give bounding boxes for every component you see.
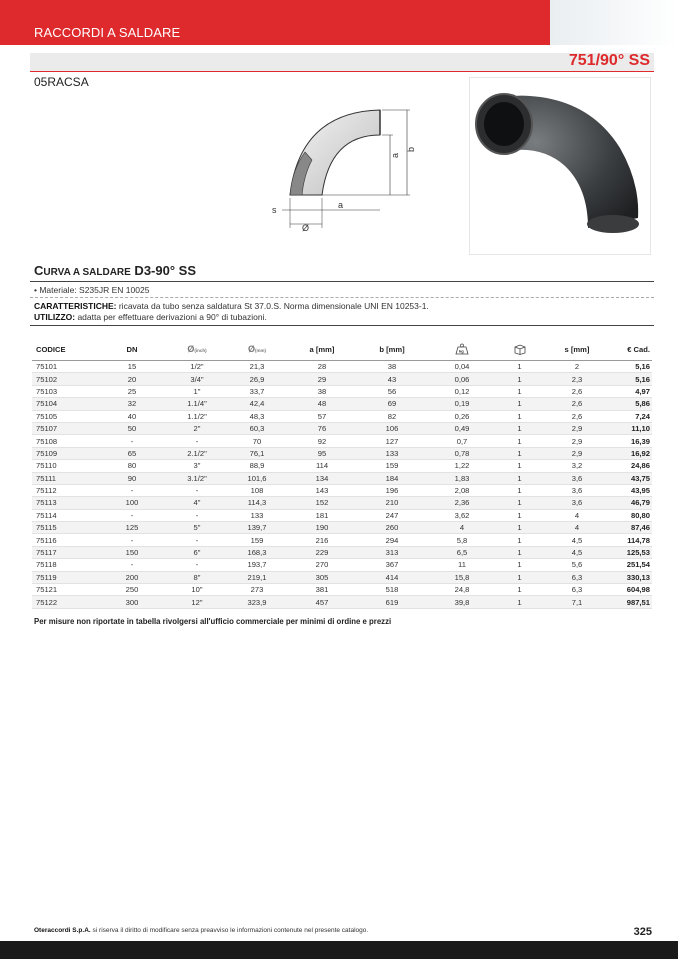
table-cell: 75113 — [32, 497, 92, 509]
table-cell: 75110 — [32, 460, 92, 472]
table-cell: 1 — [492, 484, 547, 496]
table-cell: 3.1/2" — [172, 472, 222, 484]
svg-text:kg: kg — [459, 348, 464, 354]
table-cell: 3,6 — [547, 484, 607, 496]
header-s: s [mm] — [547, 338, 607, 361]
technical-drawing — [260, 100, 430, 235]
table-cell: - — [172, 435, 222, 447]
header-diameter-inch: Ø(inch) — [172, 338, 222, 361]
table-cell: 0,06 — [432, 373, 492, 385]
table-cell: 210 — [352, 497, 432, 509]
table-cell: 229 — [292, 546, 352, 558]
table-cell: 75111 — [32, 472, 92, 484]
table-row — [32, 596, 652, 608]
caratteristiche-label: CARATTERISTICHE: — [34, 301, 117, 311]
table-cell: 42,4 — [222, 398, 292, 410]
table-cell: 260 — [352, 522, 432, 534]
table-cell: 1 — [492, 460, 547, 472]
table-cell: 1 — [492, 361, 547, 373]
description — [34, 301, 429, 323]
table-cell: 92 — [292, 435, 352, 447]
table-cell: 43,95 — [607, 484, 652, 496]
table-cell: 0,12 — [432, 385, 492, 397]
table-cell: 1 — [492, 385, 547, 397]
table-cell: 75105 — [32, 410, 92, 422]
table-cell: 2,9 — [547, 422, 607, 434]
header-a: a [mm] — [292, 338, 352, 361]
table-cell: 414 — [352, 571, 432, 583]
table-cell: 3" — [172, 460, 222, 472]
table-cell: 48,3 — [222, 410, 292, 422]
utilizzo-label: UTILIZZO: — [34, 312, 76, 322]
table-cell: 139,7 — [222, 522, 292, 534]
table-row — [32, 484, 652, 496]
table-cell: 3,6 — [547, 472, 607, 484]
drawing-label-a: a — [390, 152, 400, 158]
table-cell: 1 — [492, 509, 547, 521]
table-row — [32, 460, 652, 472]
product-photo — [469, 77, 651, 255]
drawing-label-s: s — [272, 205, 277, 215]
table-cell: 32 — [92, 398, 172, 410]
table-cell: 80 — [92, 460, 172, 472]
table-cell: 20 — [92, 373, 172, 385]
table-cell: 75103 — [32, 385, 92, 397]
header-codice: CODICE — [32, 338, 92, 361]
table-cell: 313 — [352, 546, 432, 558]
table-row — [32, 546, 652, 558]
table-cell: 0,04 — [432, 361, 492, 373]
table-cell: - — [92, 509, 172, 521]
table-cell: 381 — [292, 584, 352, 596]
dimensions-table — [32, 338, 652, 609]
table-cell: 75118 — [32, 559, 92, 571]
table-cell: - — [172, 509, 222, 521]
table-cell: 2,6 — [547, 410, 607, 422]
table-cell: 5,16 — [607, 361, 652, 373]
table-cell: 21,3 — [222, 361, 292, 373]
table-row — [32, 422, 652, 434]
table-cell: - — [172, 559, 222, 571]
table-cell: 1 — [492, 435, 547, 447]
table-cell: 39,8 — [432, 596, 492, 608]
table-cell: 76,1 — [222, 447, 292, 459]
table-cell: 28 — [292, 361, 352, 373]
table-cell: 75121 — [32, 584, 92, 596]
table-cell: 90 — [92, 472, 172, 484]
table-row — [32, 534, 652, 546]
table-cell: 43 — [352, 373, 432, 385]
table-cell: 50 — [92, 422, 172, 434]
table-cell: 75117 — [32, 546, 92, 558]
table-cell: 2,3 — [547, 373, 607, 385]
table-cell: 46,79 — [607, 497, 652, 509]
table-cell: 114,3 — [222, 497, 292, 509]
table-cell: 2,9 — [547, 447, 607, 459]
table-cell: 4,5 — [547, 546, 607, 558]
table-cell: 80,80 — [607, 509, 652, 521]
product-code-underline — [30, 71, 654, 72]
table-cell: 127 — [352, 435, 432, 447]
table-cell: 196 — [352, 484, 432, 496]
table-cell: 305 — [292, 571, 352, 583]
table-cell: 1/2" — [172, 361, 222, 373]
table-cell: 518 — [352, 584, 432, 596]
table-cell: 159 — [222, 534, 292, 546]
table-cell: 0,49 — [432, 422, 492, 434]
table-cell: 75115 — [32, 522, 92, 534]
table-cell: 48 — [292, 398, 352, 410]
table-cell: 24,86 — [607, 460, 652, 472]
table-cell: 69 — [352, 398, 432, 410]
table-cell: 16,39 — [607, 435, 652, 447]
table-cell: 125,53 — [607, 546, 652, 558]
table-cell: 1 — [492, 497, 547, 509]
table-cell: 193,7 — [222, 559, 292, 571]
table-row — [32, 472, 652, 484]
table-row — [32, 435, 652, 447]
table-cell: 184 — [352, 472, 432, 484]
table-cell: 604,98 — [607, 584, 652, 596]
table-row — [32, 398, 652, 410]
table-cell: 4 — [547, 522, 607, 534]
table-row — [32, 497, 652, 509]
table-cell: 75104 — [32, 398, 92, 410]
table-cell: 134 — [292, 472, 352, 484]
table-cell: 7,24 — [607, 410, 652, 422]
table-cell: 0,26 — [432, 410, 492, 422]
table-cell: 60,3 — [222, 422, 292, 434]
table-cell: 1" — [172, 385, 222, 397]
table-cell: 57 — [292, 410, 352, 422]
table-cell: 323,9 — [222, 596, 292, 608]
table-cell: 12" — [172, 596, 222, 608]
table-cell: 16,92 — [607, 447, 652, 459]
page-number: 325 — [633, 926, 652, 938]
table-cell: 8" — [172, 571, 222, 583]
table-cell: 133 — [222, 509, 292, 521]
table-cell: 114,78 — [607, 534, 652, 546]
table-cell: 5,6 — [547, 559, 607, 571]
table-cell: 2,6 — [547, 398, 607, 410]
table-cell: 38 — [292, 385, 352, 397]
sub-code: 05RACSA — [34, 75, 89, 89]
table-cell: 43,75 — [607, 472, 652, 484]
table-cell: 216 — [292, 534, 352, 546]
table-cell: 3,6 — [547, 497, 607, 509]
table-cell: 24,8 — [432, 584, 492, 596]
table-cell: 75116 — [32, 534, 92, 546]
caratteristiche-text: ricavata da tubo senza saldatura St 37.0.S. Norma dimensionale UNI EN 10253-1. — [116, 301, 429, 311]
table-cell: 38 — [352, 361, 432, 373]
table-cell: 25 — [92, 385, 172, 397]
table-cell: 251,54 — [607, 559, 652, 571]
table-cell: 3/4" — [172, 373, 222, 385]
table-cell: 3,62 — [432, 509, 492, 521]
table-cell: 190 — [292, 522, 352, 534]
table-cell: 1 — [492, 559, 547, 571]
drawing-label-b: b — [406, 146, 416, 152]
diameter-icon: Ø — [187, 344, 195, 354]
table-cell: - — [92, 559, 172, 571]
table-cell: 1 — [492, 447, 547, 459]
table-cell: 1 — [492, 472, 547, 484]
weight-icon — [455, 343, 469, 355]
header-package — [492, 338, 547, 361]
table-cell: 300 — [92, 596, 172, 608]
table-cell: 4" — [172, 497, 222, 509]
table-cell: 106 — [352, 422, 432, 434]
package-icon — [513, 343, 527, 355]
table-cell: 2,9 — [547, 435, 607, 447]
table-cell: 82 — [352, 410, 432, 422]
header-diameter-mm: Ø(mm) — [222, 338, 292, 361]
table-cell: 294 — [352, 534, 432, 546]
product-code: 751/90° SS — [568, 52, 650, 69]
table-cell: 100 — [92, 497, 172, 509]
table-cell: 987,51 — [607, 596, 652, 608]
table-cell: 1 — [492, 373, 547, 385]
product-title: CURVA A SALDARE D3-90° SS — [34, 263, 196, 278]
table-cell: 1 — [492, 596, 547, 608]
table-cell: 1 — [492, 522, 547, 534]
table-cell: - — [92, 484, 172, 496]
material-line: • Materiale: S235JR EN 10025 — [34, 285, 150, 295]
table-cell: 330,13 — [607, 571, 652, 583]
table-cell: 1.1/2" — [172, 410, 222, 422]
table-cell: 7,1 — [547, 596, 607, 608]
table-cell: 95 — [292, 447, 352, 459]
table-cell: 5,16 — [607, 373, 652, 385]
table-cell: 4 — [547, 509, 607, 521]
table-body — [32, 361, 652, 609]
section-title: RACCORDI A SALDARE — [34, 25, 181, 40]
drawing-label-a2: a — [338, 200, 344, 210]
table-cell: 88,9 — [222, 460, 292, 472]
table-cell: 6,5 — [432, 546, 492, 558]
table-cell: 108 — [222, 484, 292, 496]
table-cell: 1.1/4" — [172, 398, 222, 410]
table-cell: 11 — [432, 559, 492, 571]
table-cell: 40 — [92, 410, 172, 422]
table-cell: 114 — [292, 460, 352, 472]
table-cell: 75107 — [32, 422, 92, 434]
table-row — [32, 361, 652, 373]
table-cell: 159 — [352, 460, 432, 472]
table-row — [32, 410, 652, 422]
table-cell: 75109 — [32, 447, 92, 459]
table-cell: 250 — [92, 584, 172, 596]
table-cell: 200 — [92, 571, 172, 583]
table-cell: 5,8 — [432, 534, 492, 546]
table-cell: 143 — [292, 484, 352, 496]
table-cell: 4 — [432, 522, 492, 534]
drawing-label-d: Ø — [302, 223, 310, 233]
table-cell: 2,36 — [432, 497, 492, 509]
table-cell: 15,8 — [432, 571, 492, 583]
table-cell: 273 — [222, 584, 292, 596]
table-cell: 75122 — [32, 596, 92, 608]
table-cell: 70 — [222, 435, 292, 447]
table-cell: 75102 — [32, 373, 92, 385]
table-cell: 0,7 — [432, 435, 492, 447]
table-cell: 1 — [492, 422, 547, 434]
table-row — [32, 571, 652, 583]
table-row — [32, 559, 652, 571]
table-cell: 10" — [172, 584, 222, 596]
table-cell: 152 — [292, 497, 352, 509]
table-cell: 87,46 — [607, 522, 652, 534]
table-cell: 1 — [492, 584, 547, 596]
table-cell: 181 — [292, 509, 352, 521]
footer-disclaimer-text: si riserva il diritto di modificare senza preavviso le informazioni contenute nel presente catalogo. — [90, 927, 369, 934]
header-dn: DN — [92, 338, 172, 361]
table-row — [32, 373, 652, 385]
table-cell: 1 — [492, 410, 547, 422]
table-cell: 619 — [352, 596, 432, 608]
table-cell: 2,6 — [547, 385, 607, 397]
product-code-bar — [30, 53, 654, 71]
table-cell: 76 — [292, 422, 352, 434]
table-cell: 33,7 — [222, 385, 292, 397]
table-cell: 26,9 — [222, 373, 292, 385]
table-cell: 5,86 — [607, 398, 652, 410]
table-cell: 2.1/2" — [172, 447, 222, 459]
table-cell: 2 — [547, 361, 607, 373]
table-cell: 75108 — [32, 435, 92, 447]
table-cell: 6" — [172, 546, 222, 558]
table-cell: 75101 — [32, 361, 92, 373]
table-cell: 1 — [492, 398, 547, 410]
header-bar-right — [550, 0, 678, 45]
utilizzo-text: adatta per effettuare derivazioni a 90° di tubazioni. — [75, 312, 267, 322]
footer-disclaimer — [34, 927, 368, 934]
footnote: Per misure non riportate in tabella rivolgersi all'ufficio commerciale per minimi di ordine e prezzi — [34, 617, 392, 626]
table-cell: 1 — [492, 546, 547, 558]
table-cell: 15 — [92, 361, 172, 373]
table-cell: 75114 — [32, 509, 92, 521]
table-cell: 1,22 — [432, 460, 492, 472]
table-cell: 75119 — [32, 571, 92, 583]
table-cell: 125 — [92, 522, 172, 534]
table-cell: 65 — [92, 447, 172, 459]
table-cell: 133 — [352, 447, 432, 459]
table-row — [32, 522, 652, 534]
table-cell: 5" — [172, 522, 222, 534]
table-cell: - — [92, 534, 172, 546]
table-cell: 247 — [352, 509, 432, 521]
dashed-divider — [30, 297, 654, 298]
table-cell: 1 — [492, 534, 547, 546]
table-cell: 4,97 — [607, 385, 652, 397]
header-b: b [mm] — [352, 338, 432, 361]
header-weight — [432, 338, 492, 361]
table-cell: 0,78 — [432, 447, 492, 459]
table-cell: - — [92, 435, 172, 447]
table-row — [32, 385, 652, 397]
header-price: € Cad. — [607, 338, 652, 361]
table-cell: 1,83 — [432, 472, 492, 484]
table-cell: 29 — [292, 373, 352, 385]
description-divider — [30, 325, 654, 326]
table-row — [32, 447, 652, 459]
table-cell: 3,2 — [547, 460, 607, 472]
title-divider — [30, 281, 654, 282]
table-cell: 2,08 — [432, 484, 492, 496]
table-cell: 6,3 — [547, 571, 607, 583]
table-cell: - — [172, 534, 222, 546]
table-cell: 150 — [92, 546, 172, 558]
table-cell: 270 — [292, 559, 352, 571]
table-cell: 367 — [352, 559, 432, 571]
table-cell: - — [172, 484, 222, 496]
table-cell: 6,3 — [547, 584, 607, 596]
diameter-icon: Ø — [247, 344, 255, 354]
footer-bar — [0, 941, 678, 959]
table-cell: 75112 — [32, 484, 92, 496]
table-cell: 56 — [352, 385, 432, 397]
table-cell: 11,10 — [607, 422, 652, 434]
table-cell: 168,3 — [222, 546, 292, 558]
table-cell: 2" — [172, 422, 222, 434]
table-cell: 457 — [292, 596, 352, 608]
table-header-row — [32, 338, 652, 361]
table-row — [32, 509, 652, 521]
footer-company: Oteraccordi S.p.A. — [34, 927, 91, 934]
table-cell: 0,19 — [432, 398, 492, 410]
table-cell: 4,5 — [547, 534, 607, 546]
table-cell: 101,6 — [222, 472, 292, 484]
table-row — [32, 584, 652, 596]
table-cell: 219,1 — [222, 571, 292, 583]
table-cell: 1 — [492, 571, 547, 583]
